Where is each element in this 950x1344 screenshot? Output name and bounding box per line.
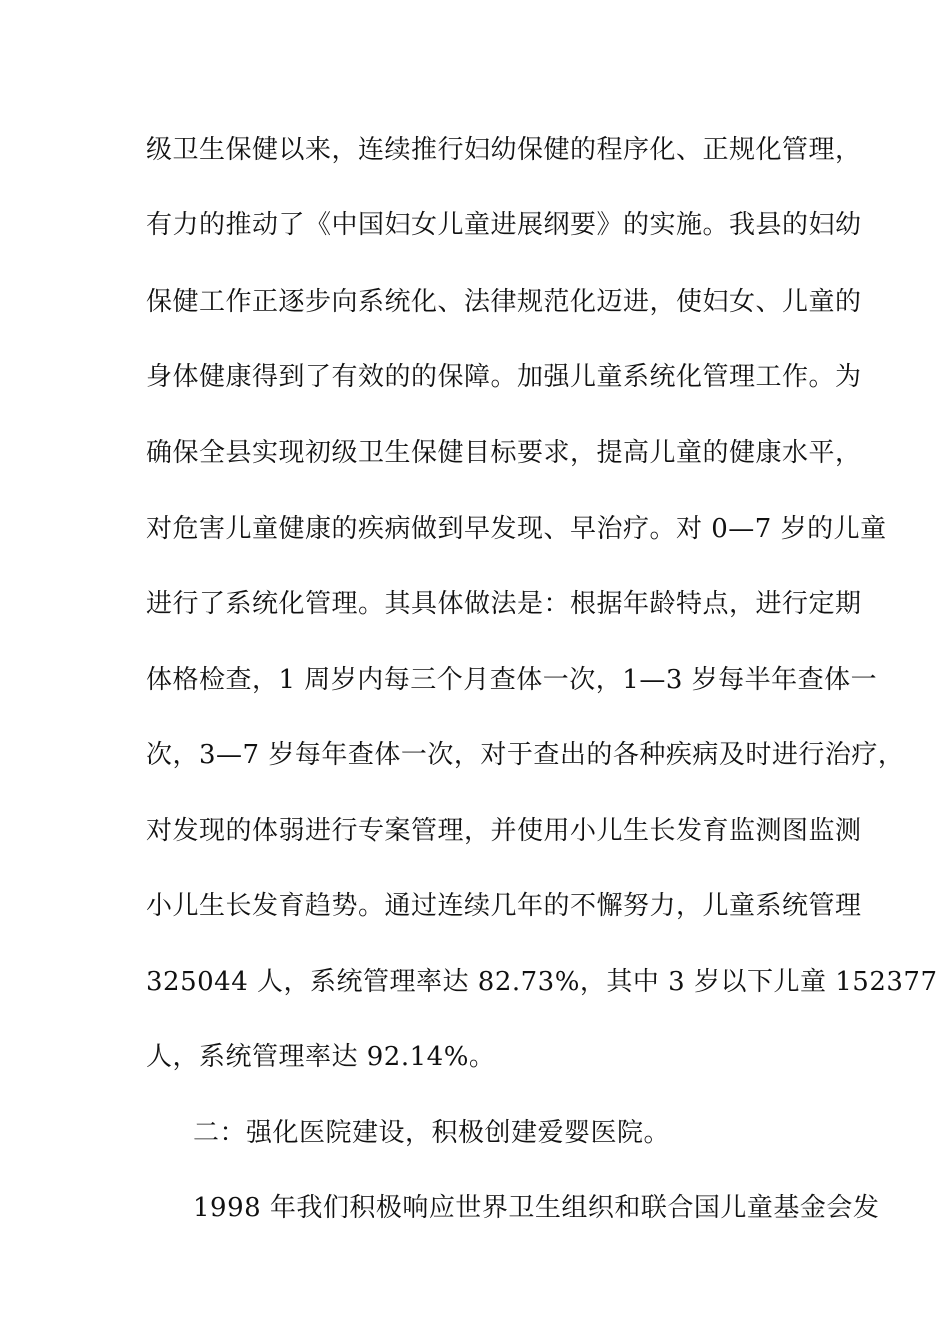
text-line-12: 325044 人，系统管理率达 82.73%，其中 3 岁以下儿童 152377 xyxy=(146,967,938,997)
text-line-13: 人，系统管理率达 92.14%。 xyxy=(146,1042,496,1072)
text-line-9: 次，3—7 岁每年查体一次，对于查出的各种疾病及时进行治疗， xyxy=(146,740,905,770)
text-line-10: 对发现的体弱进行专案管理，并使用小儿生长发育监测图监测 xyxy=(146,816,862,846)
text-line-11: 小儿生长发育趋势。通过连续几年的不懈努力，儿童系统管理 xyxy=(146,891,862,921)
text-line-7: 进行了系统化管理。其具体做法是：根据年龄特点，进行定期 xyxy=(146,589,862,619)
text-line-8: 体格检查，1 周岁内每三个月查体一次，1—3 岁每半年查体一 xyxy=(146,665,878,695)
text-line-6: 对危害儿童健康的疾病做到早发现、早治疗。对 0—7 岁的儿童 xyxy=(146,514,887,544)
text-line-2: 有力的推动了《中国妇女儿童进展纲要》的实施。我县的妇幼 xyxy=(146,210,862,240)
text-line-4: 身体健康得到了有效的的保障。加强儿童系统化管理工作。为 xyxy=(146,362,862,392)
text-line-3: 保健工作正逐步向系统化、法律规范化迈进，使妇女、儿童的 xyxy=(146,287,862,317)
paragraph-start: 1998 年我们积极响应世界卫生组织和联合国儿童基金会发 xyxy=(193,1193,880,1223)
text-line-1: 级卫生保健以来，连续推行妇幼保健的程序化、正规化管理， xyxy=(146,135,862,165)
section-heading: 二：强化医院建设，积极创建爱婴医院。 xyxy=(193,1118,671,1148)
text-line-5: 确保全县实现初级卫生保健目标要求，提高儿童的健康水平， xyxy=(146,438,862,468)
